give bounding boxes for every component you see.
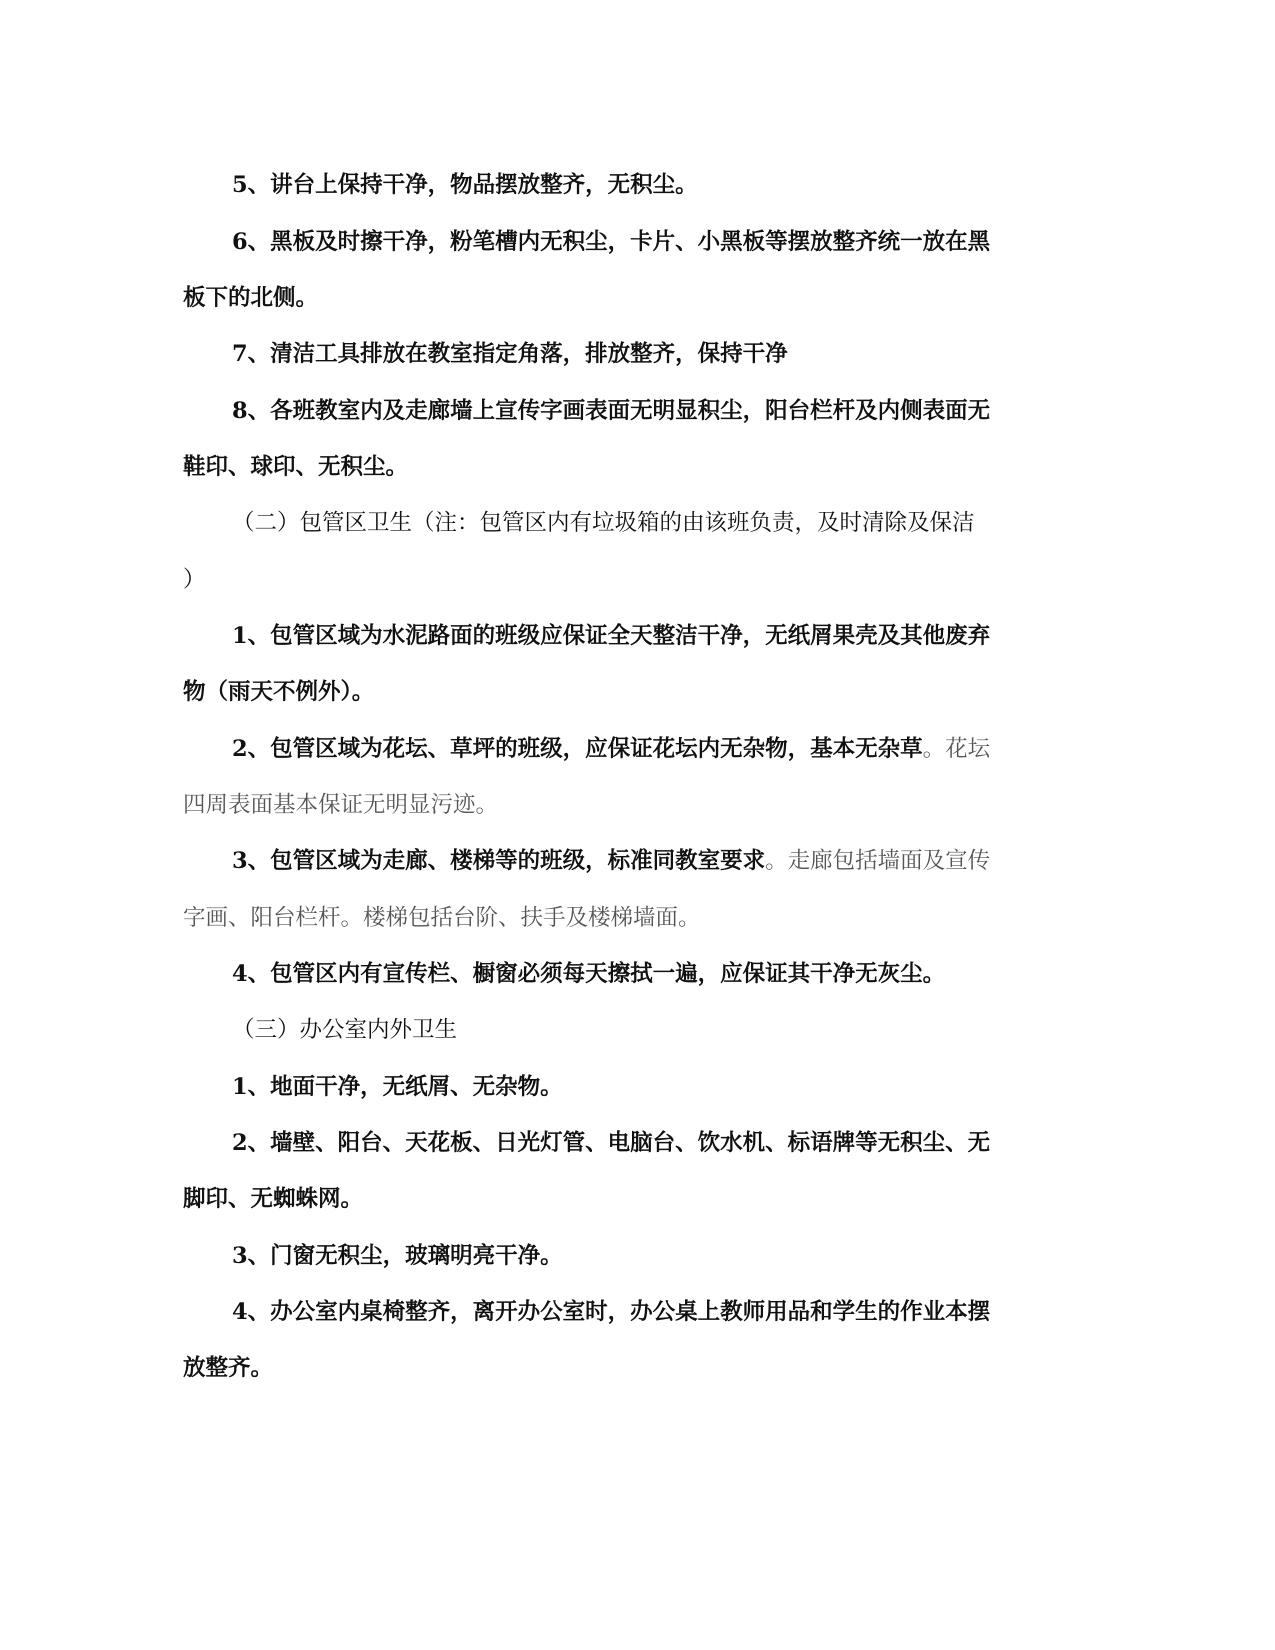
rule-7: 7、清洁工具排放在教室指定角落，排放整齐，保持干净	[232, 341, 788, 367]
section-3-rule-4-line-1: 4、办公室内桌椅整齐，离开办公室时，办公桌上教师用品和学生的作业本摆	[232, 1299, 991, 1325]
rule-5: 5、讲台上保持干净，物品摆放整齐，无积尘。	[232, 172, 698, 198]
section-3-rule-2-line-2: 脚印、无蜘蛛网。	[183, 1186, 364, 1212]
rule-6-line-2: 板下的北侧。	[183, 285, 319, 311]
rule-6-line-1: 6、黑板及时擦干净，粉笔槽内无积尘，卡片、小黑板等摆放整齐统一放在黑	[232, 229, 991, 255]
section-2-rule-1-line-1: 1、包管区域为水泥路面的班级应保证全天整洁干净，无纸屑果壳及其他废弃	[232, 623, 991, 649]
section-3-rule-4-line-2: 放整齐。	[183, 1355, 274, 1381]
section-2-heading-line-1: （二）包管区卫生（注：包管区内有垃圾箱的由该班负责，及时清除及保洁	[232, 510, 975, 536]
section-2-rule-4: 4、包管区内有宣传栏、橱窗必须每天擦拭一遍，应保证其干净无灰尘。	[232, 961, 946, 987]
section-2-rule-2-line-1	[232, 734, 990, 764]
section-2-rule-2-note: 。花坛	[922, 736, 991, 762]
section-2-rule-3-line-2: 字画、阳台栏杆。楼梯包括台阶、扶手及楼梯墙面。	[183, 905, 701, 931]
section-2-rule-3-line-1	[232, 846, 990, 876]
section-2-rule-2-bold: 2、包管区域为花坛、草坪的班级，应保证花坛内无杂物，基本无杂草	[232, 736, 923, 762]
section-2-rule-1-line-2: 物（雨天不例外）。	[183, 679, 375, 705]
rule-8-line-1: 8、各班教室内及走廊墙上宣传字画表面无明显积尘，阳台栏杆及内侧表面无	[232, 398, 991, 424]
section-3-rule-3: 3、门窗无积尘，玻璃明亮干净。	[232, 1243, 563, 1269]
section-2-rule-3-bold: 3、包管区域为走廊、楼梯等的班级，标准同教室要求	[232, 848, 766, 874]
rule-8-line-2: 鞋印、球印、无积尘。	[183, 454, 409, 480]
section-2-rule-3-note: 。走廊包括墙面及宣传	[765, 848, 991, 874]
section-3-rule-1: 1、地面干净，无纸屑、无杂物。	[232, 1074, 563, 1100]
section-2-heading-line-2: ）	[183, 567, 206, 593]
section-3-rule-2-line-1: 2、墙壁、阳台、天花板、日光灯管、电脑台、饮水机、标语牌等无积尘、无	[232, 1130, 991, 1156]
section-2-rule-2-line-2: 四周表面基本保证无明显污迹。	[183, 792, 499, 818]
section-3-heading: （三）办公室内外卫生	[232, 1017, 458, 1043]
